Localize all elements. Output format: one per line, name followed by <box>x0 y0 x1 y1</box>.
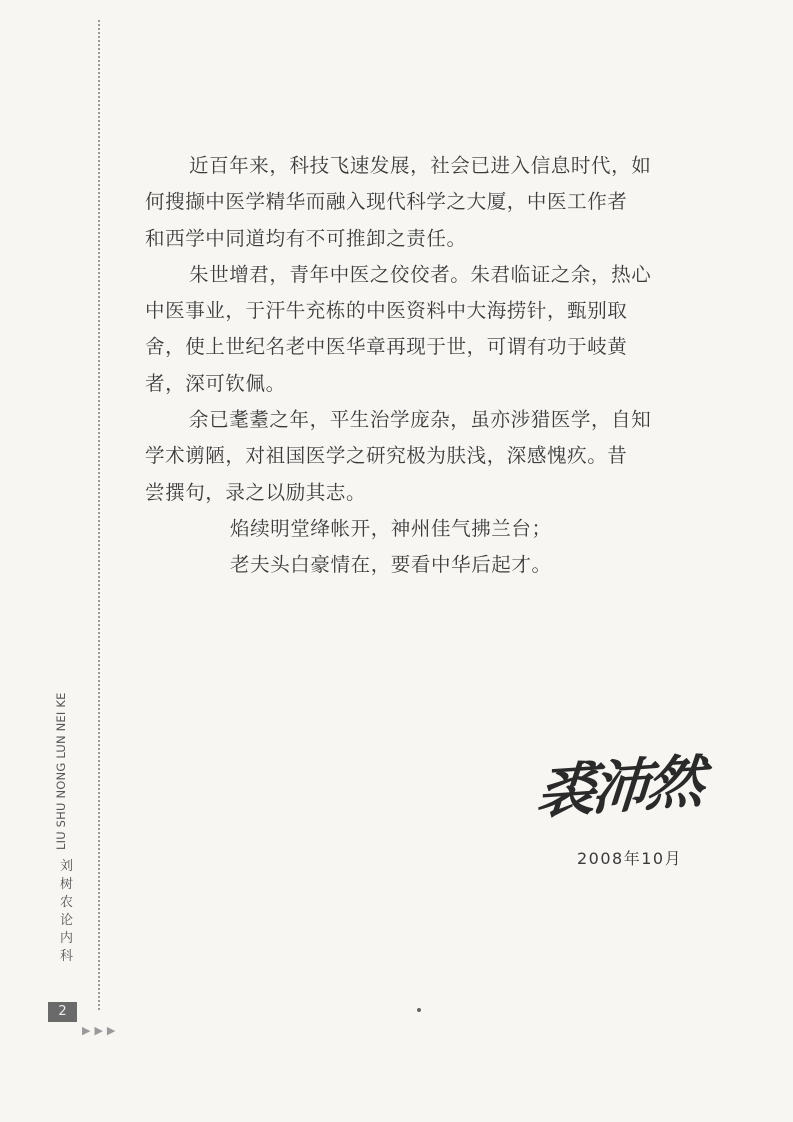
poem-line: 老夫头白豪情在，要看中华后起才。 <box>230 553 552 577</box>
text-line: 尝撰句，录之以励其志。 <box>145 480 367 504</box>
text-line: 者，深可钦佩。 <box>145 371 286 395</box>
signature: 裘沛然 <box>534 747 703 827</box>
arrow-icons: ▶▶▶ <box>82 1024 120 1037</box>
text-line: 何搜撷中医学精华而融入现代科学之大厦，中医工作者 <box>145 190 628 214</box>
text-line: 和西学中同道均有不可推卸之责任。 <box>145 226 467 250</box>
margin-dotted-rule <box>98 20 100 1010</box>
text-line: 舍，使上世纪名老中医华章再现于世，可谓有功于岐黄 <box>145 335 628 359</box>
page-number: 2 <box>48 1002 77 1022</box>
scan-speck <box>417 1008 421 1012</box>
date: 2008年10月 <box>577 849 683 868</box>
book-title-chinese: 刘树农论内科 <box>60 859 74 964</box>
text-line: 中医事业，于汗牛充栋的中医资料中大海捞针，甄别取 <box>145 299 628 323</box>
text-line: 学术谫陋，对祖国医学之研究极为肤浅，深感愧疚。昔 <box>145 444 628 468</box>
book-title-pinyin: LIU SHU NONG LUN NEI KE <box>54 692 68 850</box>
text-line: 朱世增君，青年中医之佼佼者。朱君临证之余，热心 <box>189 262 652 286</box>
preface-body <box>145 148 720 584</box>
text-line: 近百年来，科技飞速发展，社会已进入信息时代，如 <box>189 154 652 177</box>
poem-line: 焰续明堂绛帐开，神州佳气拂兰台； <box>230 516 552 540</box>
text-line: 余已耄耋之年，平生治学庞杂，虽亦涉猎医学，自知 <box>189 408 652 432</box>
